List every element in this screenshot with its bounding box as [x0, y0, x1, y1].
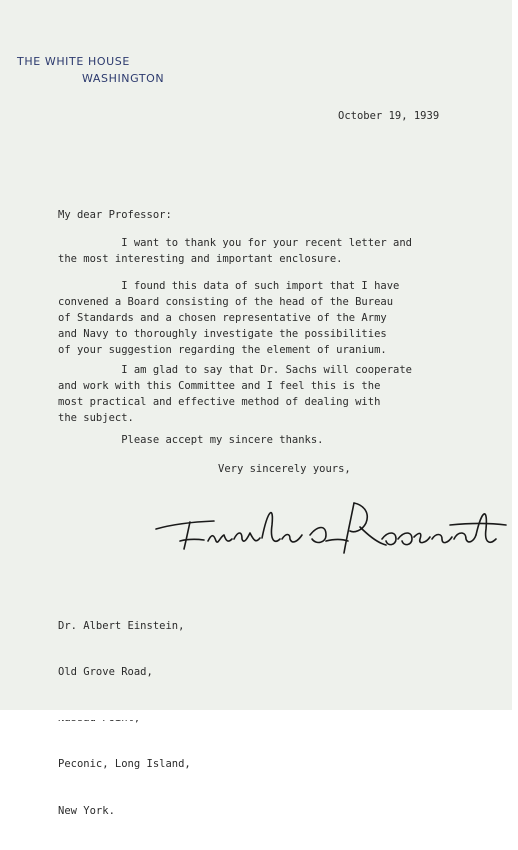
- scan-edge-right: [512, 0, 518, 720]
- address-line-1: Dr. Albert Einstein,: [58, 619, 185, 632]
- address-line-5: New York.: [58, 804, 115, 817]
- salutation: My dear Professor:: [58, 209, 172, 221]
- letter-date: October 19, 1939: [338, 110, 440, 122]
- paragraph-2: I found this data of such import that I have convened a Board consisting of the head of the Bureau of Standards and a chosen representative of the Army and Navy to thoroughly investigate the possibilities of your suggestion regarding the element of uranium.: [58, 280, 400, 356]
- paragraph-3: I am glad to say that Dr. Sachs will cooperate and work with this Committee and I feel this is the most practical and effective method of dealing with the subject.: [58, 364, 413, 424]
- signature: [150, 495, 510, 565]
- closing: Very sincerely yours,: [218, 463, 351, 475]
- paragraph-1: I want to thank you for your recent letter and the most interesting and important enclosure.: [58, 237, 413, 265]
- address-line-4: Peconic, Long Island,: [58, 758, 191, 771]
- scan-edge-bottom: [0, 710, 518, 720]
- address-line-2: Old Grove Road,: [58, 666, 153, 679]
- paragraph-4: Please accept my sincere thanks.: [58, 434, 324, 446]
- letterhead-city: WASHINGTON: [82, 72, 165, 85]
- letterhead-title: THE WHITE HOUSE: [17, 55, 130, 68]
